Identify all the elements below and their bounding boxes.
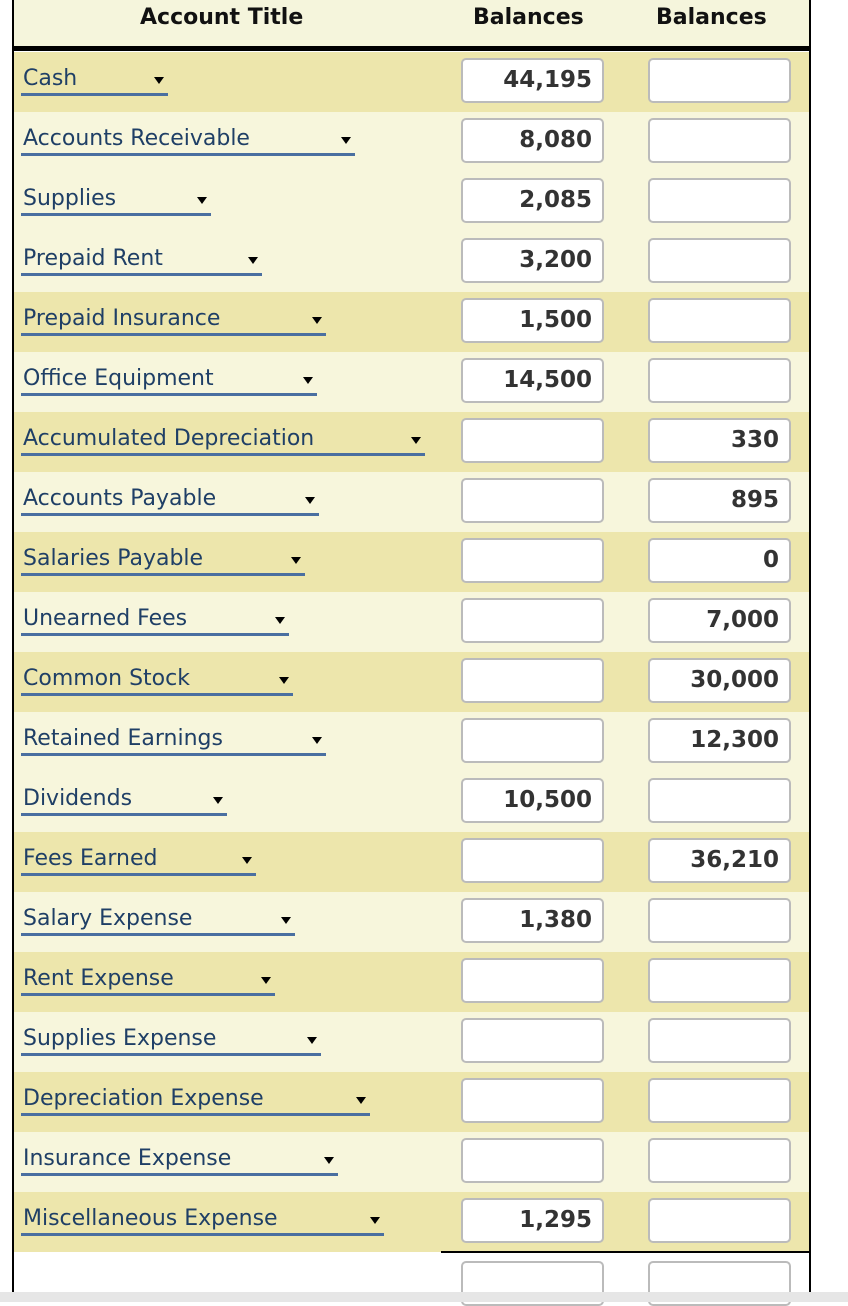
account-select-label: Accounts Receivable xyxy=(23,126,250,151)
table-row xyxy=(14,472,809,532)
caret-down-icon xyxy=(303,377,313,384)
account-select[interactable] xyxy=(21,186,211,216)
debit-balance-input[interactable] xyxy=(461,958,604,1003)
caret-down-icon xyxy=(261,977,271,984)
account-select[interactable] xyxy=(21,606,289,636)
credit-balance-input[interactable] xyxy=(648,298,791,343)
table-row xyxy=(14,532,809,592)
account-select[interactable] xyxy=(21,126,355,156)
credit-balance-input[interactable] xyxy=(648,898,791,943)
caret-down-icon xyxy=(324,1157,334,1164)
caret-down-icon xyxy=(312,737,322,744)
debit-balance-input[interactable]: 1,500 xyxy=(461,298,604,343)
debit-balance-input[interactable] xyxy=(461,478,604,523)
account-select-label: Insurance Expense xyxy=(23,1146,232,1171)
debit-balance-input[interactable] xyxy=(461,598,604,643)
credit-balance-input[interactable] xyxy=(648,178,791,223)
caret-down-icon xyxy=(248,257,258,264)
caret-down-icon xyxy=(197,197,207,204)
account-select[interactable] xyxy=(21,546,305,576)
debit-balance-input[interactable]: 8,080 xyxy=(461,118,604,163)
credit-balance-input[interactable] xyxy=(648,1138,791,1183)
account-select-label: Office Equipment xyxy=(23,366,214,391)
credit-balance-input[interactable] xyxy=(648,1018,791,1063)
account-select-label: Supplies xyxy=(23,186,117,211)
credit-balance-input[interactable] xyxy=(648,778,791,823)
account-select-label: Accounts Payable xyxy=(23,486,217,511)
table-row xyxy=(14,1132,809,1192)
caret-down-icon xyxy=(242,857,252,864)
account-select[interactable] xyxy=(21,1086,370,1116)
credit-balances-header: Balances xyxy=(656,5,767,30)
account-select-label: Accumulated Depreciation xyxy=(23,426,315,451)
table-row xyxy=(14,772,809,832)
table-row xyxy=(14,172,809,232)
credit-balance-input[interactable] xyxy=(648,358,791,403)
caret-down-icon xyxy=(281,917,291,924)
credit-balance-input[interactable]: 30,000 xyxy=(648,658,791,703)
caret-down-icon xyxy=(279,677,289,684)
caret-down-icon xyxy=(213,797,223,804)
account-select[interactable] xyxy=(21,306,326,336)
credit-balance-input[interactable]: 7,000 xyxy=(648,598,791,643)
account-select[interactable] xyxy=(21,246,262,276)
caret-down-icon xyxy=(341,137,351,144)
caret-down-icon xyxy=(307,1037,317,1044)
account-select-label: Salaries Payable xyxy=(23,546,204,571)
debit-balance-input[interactable]: 44,195 xyxy=(461,58,604,103)
debit-balance-input[interactable] xyxy=(461,418,604,463)
caret-down-icon xyxy=(312,317,322,324)
table-row xyxy=(14,592,809,652)
table-row xyxy=(14,1012,809,1072)
account-select-label: Prepaid Rent xyxy=(23,246,163,271)
table-row xyxy=(14,112,809,172)
account-select-label: Salary Expense xyxy=(23,906,193,931)
account-select-label: Retained Earnings xyxy=(23,726,223,751)
account-select-label: Dividends xyxy=(23,786,133,811)
account-select-label: Common Stock xyxy=(23,666,190,691)
account-select[interactable] xyxy=(21,906,295,936)
account-select[interactable] xyxy=(21,486,319,516)
debit-balance-input[interactable]: 2,085 xyxy=(461,178,604,223)
account-select[interactable] xyxy=(21,846,256,876)
table-row xyxy=(14,892,809,952)
caret-down-icon xyxy=(356,1097,366,1104)
table-row xyxy=(14,652,809,712)
debit-balance-input[interactable] xyxy=(461,1138,604,1183)
debit-balance-input[interactable] xyxy=(461,838,604,883)
caret-down-icon xyxy=(305,497,315,504)
total-rule xyxy=(441,1251,809,1253)
account-select-label: Depreciation Expense xyxy=(23,1086,264,1111)
debit-balance-input[interactable]: 10,500 xyxy=(461,778,604,823)
table-row xyxy=(14,712,809,772)
table-row xyxy=(14,1072,809,1132)
debit-balance-input[interactable] xyxy=(461,538,604,583)
credit-balance-input[interactable]: 36,210 xyxy=(648,838,791,883)
account-select[interactable] xyxy=(21,1146,338,1176)
caret-down-icon xyxy=(275,617,285,624)
scrollbar-track xyxy=(0,1292,848,1302)
account-select-label: Rent Expense xyxy=(23,966,174,991)
debit-balance-input[interactable] xyxy=(461,718,604,763)
account-select-label: Miscellaneous Expense xyxy=(23,1206,278,1231)
credit-balance-input[interactable]: 12,300 xyxy=(648,718,791,763)
account-select[interactable] xyxy=(21,726,326,756)
account-select[interactable] xyxy=(21,786,227,816)
account-select-label: Supplies Expense xyxy=(23,1026,217,1051)
account-select[interactable] xyxy=(21,66,168,96)
account-select-label: Fees Earned xyxy=(23,846,158,871)
debit-balance-input[interactable] xyxy=(461,1018,604,1063)
credit-balance-input[interactable] xyxy=(648,958,791,1003)
credit-balance-input[interactable]: 330 xyxy=(648,418,791,463)
debit-balance-input[interactable] xyxy=(461,1078,604,1123)
table-row xyxy=(14,292,809,352)
account-select-label: Prepaid Insurance xyxy=(23,306,221,331)
table-row xyxy=(14,952,809,1012)
credit-balance-input[interactable] xyxy=(648,238,791,283)
table-row xyxy=(14,232,809,292)
account-select[interactable] xyxy=(21,666,293,696)
caret-down-icon xyxy=(154,77,164,84)
table-row xyxy=(14,52,809,112)
debit-balance-input[interactable]: 14,500 xyxy=(461,358,604,403)
credit-balance-input[interactable] xyxy=(648,1198,791,1243)
account-select[interactable] xyxy=(21,1026,321,1056)
credit-balance-input[interactable] xyxy=(648,1078,791,1123)
credit-balance-input[interactable] xyxy=(648,118,791,163)
credit-balance-input[interactable] xyxy=(648,58,791,103)
account-select[interactable] xyxy=(21,1206,384,1236)
credit-balance-input[interactable]: 895 xyxy=(648,478,791,523)
table-row xyxy=(14,832,809,892)
debit-balance-input[interactable]: 1,295 xyxy=(461,1198,604,1243)
account-select[interactable] xyxy=(21,966,275,996)
account-select-label: Unearned Fees xyxy=(23,606,188,631)
account-select[interactable] xyxy=(21,426,425,456)
caret-down-icon xyxy=(411,437,421,444)
table-header xyxy=(14,0,809,51)
table-row xyxy=(14,1192,809,1252)
debit-balance-input[interactable] xyxy=(461,658,604,703)
credit-balance-input[interactable]: 0 xyxy=(648,538,791,583)
table-row xyxy=(14,412,809,472)
table-row xyxy=(14,352,809,412)
account-select-label: Cash xyxy=(23,66,78,91)
account-title-header: Account Title xyxy=(140,5,304,30)
caret-down-icon xyxy=(291,557,301,564)
debit-balance-input[interactable]: 1,380 xyxy=(461,898,604,943)
caret-down-icon xyxy=(370,1217,380,1224)
debit-balance-input[interactable]: 3,200 xyxy=(461,238,604,283)
account-select[interactable] xyxy=(21,366,317,396)
debit-balances-header: Balances xyxy=(473,5,584,30)
